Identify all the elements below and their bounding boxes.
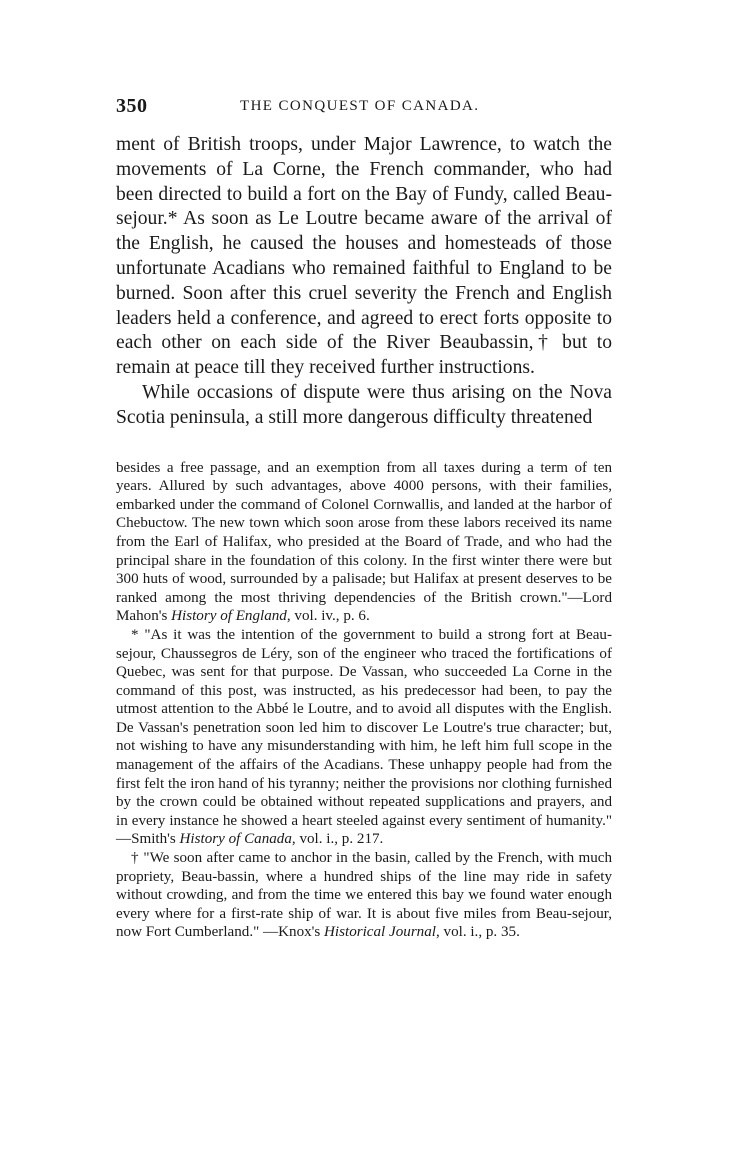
footnote-dagger-source-title: Historical Journal bbox=[324, 924, 436, 941]
body-paragraph-1: ment of British troops, under Major Lawrence, to watch the movements of La Corne, the French commander, who had been directed to build a fort on the Bay of Fundy, called Beau-sejour.* As soon as Le Loutre became aware of the arrival of the English, he caused the houses and homesteads of those unfortunate Acadians who remained faithful to England to be burned. Soon after this cruel severity the French and English leaders held a conference, and agreed to erect forts opposite to each other on each side of the River Beaubassin,† but to remain at peace till they received further instructions. bbox=[116, 134, 612, 379]
footnote-continued-text: besides a free passage, and an exemption from all taxes during a term of ten years. Allured by such advantages, above 4000 persons, with their families, embarked under the command of Colonel Cornwallis, and landed at the harbor of Chebuctow. The new town which soon arose from these labors received its name from the Earl of Halifax, who presided at the Board of Trade, and who had the principal share in the foundation of this colony. In the first winter there were but 300 huts of wood, surrounded by a palisade; but Halifax at present deserves to be ranked among the most thriving dependencies of the British crown."—Lord Mahon's bbox=[116, 459, 612, 625]
footnotes bbox=[116, 459, 612, 942]
footnote-continued-source-tail: , vol. iv., p. 6. bbox=[286, 608, 370, 625]
footnote-star-text: * "As it was the intention of the government to build a strong fort at Beau-sejour, Chaussegros de Léry, son of the engineer who traced the fortifications of Quebec, was sent for that purpose. De Vassan, who succeeded La Corne in the command of this post, was instructed, as his predecessor had been, to pay the utmost attention to the Abbé le Loutre, and to avoid all disputes with the English. De Vassan's penetration soon led him to discover Le Loutre's true character; but, not wishing to have any misunderstanding with him, he left him full scope in the management of the affairs of the Acadians. These unhappy people had from the first felt the iron hand of his tyranny; neither the provisions nor clothing furnished by the crown could be obtained without repeated supplications and prayers, and in every instance he showed a heart steeled against every sentiment of humanity." —Smith's bbox=[116, 626, 612, 848]
footnote-star bbox=[116, 626, 612, 849]
footnote-star-source-tail: , vol. i., p. 217. bbox=[291, 831, 384, 848]
footnote-dagger bbox=[116, 849, 612, 942]
main-text bbox=[116, 133, 612, 431]
page-number: 350 bbox=[116, 95, 148, 117]
footnote-dagger-source-tail: , vol. i., p. 35. bbox=[435, 924, 520, 941]
footnote-dagger-text: † "We soon after came to anchor in the basin, called by the French, with much propriety, Beau-bassin, where a hundred ships of the line may ride in safety without crowding, and from the time we entered this bay we found water enough every where for a first-rate ship of war. It is about five miles from Beau-sejour, now Fort Cumberland." —Knox's bbox=[116, 850, 612, 941]
book-page bbox=[116, 92, 612, 942]
footnote-continued bbox=[116, 459, 612, 626]
footnote-continued-source-title: History of England bbox=[171, 608, 287, 625]
footnote-star-source-title: History of Canada bbox=[179, 831, 292, 848]
page-header bbox=[116, 92, 612, 120]
body-paragraph-2: While occasions of dispute were thus arising on the Nova Scotia peninsula, a still more dangerous difficulty threatened bbox=[116, 381, 612, 428]
running-title: THE CONQUEST OF CANADA. bbox=[240, 98, 480, 114]
